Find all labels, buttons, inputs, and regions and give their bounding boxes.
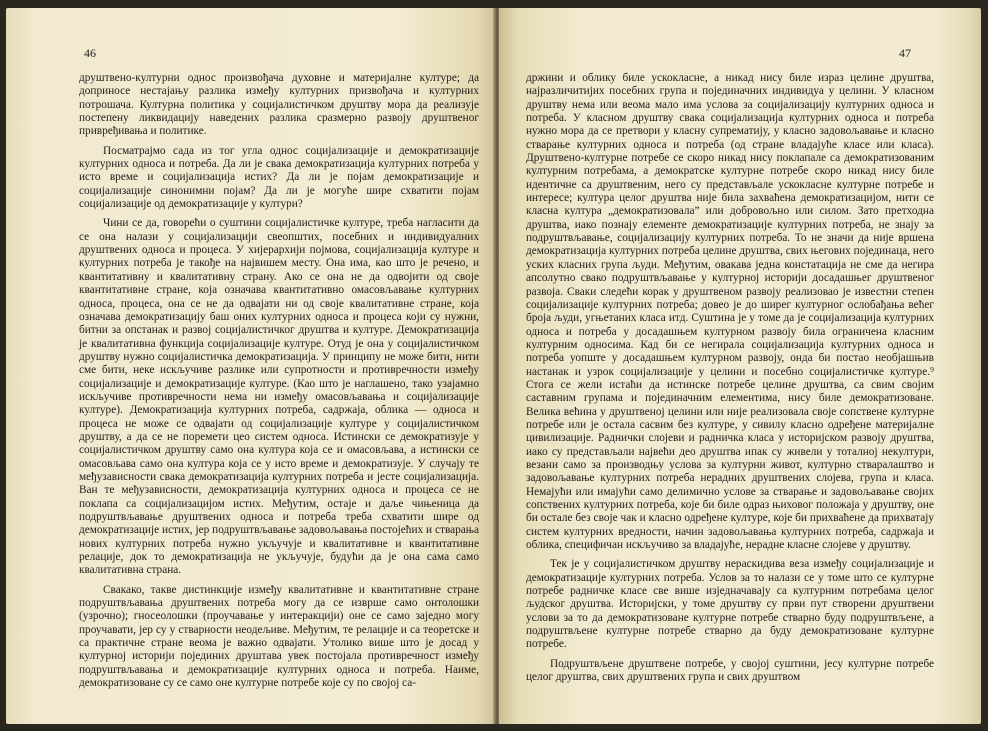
paragraph: Подруштвљене друштвене потребе, у својој суштини, јесу културне потребе целог друштва, свих друштвених група и свих друштвом	[526, 657, 934, 684]
paragraph: Свакако, такве дистинкције између квалитативне и квантитативне стране подруштвљавања друштвених потреба могу да се изврше само онтолошки (узрочно); гносеолошки (проучавање у интеракцији) оне се само заједно могу проучавати, јер су у стварности неодељиве. Међутим, те релације и са теоретске и са практичне стране веома је важно одвајати. Утолико више што је досад у културној историји појединих друштава увек постојала противречност између подруштвљавања и демократизације културних односа и потреба. Наиме, демократизоване су се само оне културне потребе које су по својој са-	[79, 583, 479, 690]
paragraph: Тек је у социјалистичком друштву нераскидива веза између социјализације и демократизације културних потреба. Услов за то налази се у томе што се културне потребе радничке класе све више изједначавају са културним потребама целог људског друштва. Историјски, у томе друштву су први пут створени друштвени услови за то да демократизоване културне потребе стварно буду подруштвљене, а подруштвљене културне потребе стварно да буду демократизоване културне потребе.	[526, 558, 934, 651]
page-number-left: 46	[84, 46, 96, 60]
right-page	[499, 8, 981, 724]
page-number-right: 47	[899, 46, 911, 60]
paragraph: држини и облику биле ускокласне, а никад нису биле израз целине друштва, најразличитијих посебних група и појединачних индивидуа у целини. У класном друштву нема или веома мало има услова за социјализацију културних односа и потреба. У класном друштву свака социјализација културних односа и потреба нужно мора да се претвори у класну супрематију, у класно задовољавање и класно стварање културних односа и потреба (од стране владајуће класе или класа). Друштвено-културне потребе се скоро никад нису поклапале са демократизованим културним потребама, а демократске културне потребе скоро никад нису биле идентичне са друштвеним, него су представљале ускокласне културне потребе и интересе; култура целог друштва није била захваћена демократизацијом, нити се класна култура „демократизовала” или добровољно или силом. Зато претходна друштва, иако познају елементе демократизације културних потреба, не знају за подруштвљавање, социјализацију културних потреба. То не значи да није вршена демократизација културних потреба целине друштва, свих његових појединаца, него уских класних група људи. Међутим, овакава једна констатација не сме да негира апсолутно свако подруштвљавање у културној историји досадашњег друштвеног развоја. Сваки следећи корак у друштвеном развоју реализовао је известни степен социјализације културних потреба; довео је до ширег културног ослобађања већег броја људи, угњетаних класа итд. Суштина је у томе да је социјализација културних односа и потреба у досадашњем културном развоју била ограничена класним културним односима. Кад би се негирала социјализација културних односа и потреба уопште у досадашњем културном развоју, онда би постао необјашњив настанак и узрок социјализације у целини и посебно социјалистичке културе.⁹ Стога се жели истаћи да истинске потребе целине друштва, са свим својим саставним групама и појединачним елементима, нису биле демократизоване. Велика већина у друштвеној целини или није реализовала своје сопствене културне потребе или је остала сасвим без културе, у сивилу класно одређене материјалне цивилизације. Раднички слојеви и радничка класа у историјском развоју друштва, иако су представљали највећи део друштва ипак су живели у тоталној некултури, везани само за производњу услова за културни живот, културно стваралаштво и задовољавање културних потреба нерадних друштвених слојева, група и класа. Немајући или имајући само делимично услове за стварање и задовољавање својих сопствених културних потреба, које би биле одраз њиховог положаја у друштву, оне би остале без своје чак и класно одређене културе, које би прихваћене да прихватају систем културних вредности, начин задовољавања културних потреба, садржаја и облика, специфичан искључиво за владајуће, нерадне класне слојеве у друштву.	[526, 72, 934, 552]
left-page-text	[79, 72, 479, 696]
right-page-text	[526, 72, 934, 690]
left-page	[6, 8, 495, 724]
paragraph: Чини се да, говорећи о суштини социјалистичке културе, треба нагласити да се она налази у социјализацији свеопштих, посебних и индивидуалних друштвених односа и процеса. У хијерархији појмова, социјализација културе и културних потреба је такође на највишем месту. Она има, као што је речено, и квантитативну и квалитативну страну. Ако се она не да одвојити од своје квантитативне стране, која означава квантитативно омасовљавање културних односа, процеса, она се не да одвајати ни од своје квалитативне стране, која означава демократизацију баш оних културних односа и процеса који су нужни, битни за опстанак и развој социјалистичког друштва и културе. Демократизација је квалитативна функција социјализације културе. Отуд је она у социјалистичком друштву нужно социјалистичка демократизација. У принципу не може бити, нити сме бити, неке искључиве разлике или супротности и противречности између социјализације и демократизације културе. (Као што је наглашено, тако узајамно искључиве противречности нема ни између омасовљавања и социјализације културе). Демократизација културних потреба, садржаја, облика — односа и процеса не може се одвајати од социјализације културе у социјалистичком друштву, а да се не поремети цео систем односа. Истински се демократизује у социјалистичком друштву само она култура која се и омасовљава, а истински се омасовљава само она култура која се у исто време и демократизује. У случају те међузависности свака демократизација културних потреба и јесте социјализација. Ван те међузависности, демократизација културних односа и процеса се не поклапа са социјализацијом истих. Међутим, остаје и даље чињеница да подруштвљавање друштвених односа и потреба треба схватити шире од демократизације истих, јер подруштвљавање задовољавања постојећих и стварања нових културних потреба нужно укључује и квалитативне и квантитативне релације, док то демократизација не укључује, будући да је она сама само квалитативна страна.	[79, 217, 479, 577]
paragraph: Посматрајмо сада из тог угла однос социјализације и демократизације културних односа и потреба. Да ли је свака демократизација културних потреба у исто време и социјализација истих? Да ли је појам демократизације и социјализације синонимни појам? Да ли је могуће шире схватити појам социјализације од демократизације у култури?	[79, 144, 479, 211]
paragraph: друштвено-културни однос произвођача духовне и материјалне културе; да доприносе нестајању разлика између културних призвођача и културних потрошача. Културна политика у социјалистичком друштву мора да реализује постепену ликвидацију наведених разлика сразмерно развоју друштвеног привређивања и политике.	[79, 72, 479, 138]
